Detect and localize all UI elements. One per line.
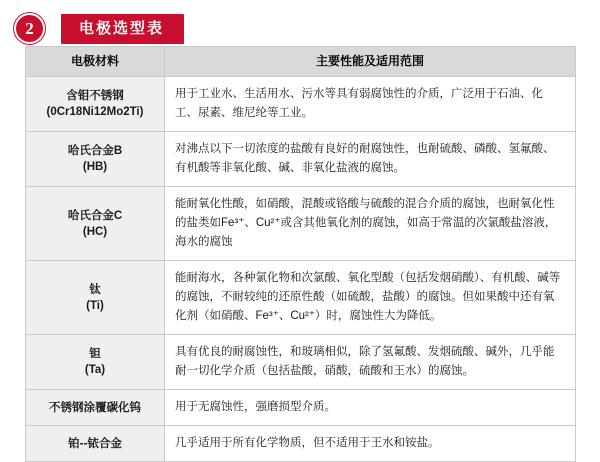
column-header-description: 主要性能及适用范围 xyxy=(165,47,576,77)
table-body xyxy=(26,77,576,462)
material-line: 哈氏合金C xyxy=(67,209,123,222)
material-line: 钛 xyxy=(89,283,101,296)
cell-material xyxy=(26,390,165,426)
material-line: (HC) xyxy=(82,225,108,238)
material-line: 钽 xyxy=(89,348,101,360)
cell-description: 几乎适用于所有化学物质，但不适用于王水和铵盐。 xyxy=(165,426,576,462)
material-line: (HB) xyxy=(82,161,108,173)
material-line: 哈氏合金B xyxy=(67,145,123,157)
material-line: (Ta) xyxy=(84,364,106,376)
cell-material xyxy=(26,77,165,132)
cell-description: 能耐氧化性酸，如硝酸，混酸或铬酸与硫酸的混合介质的腐蚀，也耐氧化性的盐类如Fe³⁺、Cu²⁺或含其他氧化剂的腐蚀，如高于常温的次氯酸盐溶液，海水的腐蚀 xyxy=(165,187,576,261)
material-line: 不锈钢涂覆碳化钨 xyxy=(49,401,141,414)
page-title: 电极选型表 xyxy=(61,14,184,44)
table-row xyxy=(26,335,576,390)
table-row xyxy=(26,261,576,335)
cell-description: 具有优良的耐腐蚀性，和玻璃相似，除了氢氟酸、发烟硫酸、碱外，几乎能耐一切化学介质（包括盐酸，硝酸，硫酸和王水）的腐蚀。 xyxy=(165,335,576,390)
cell-description: 用于无腐蚀性，强磨损型介质。 xyxy=(165,390,576,426)
table-row xyxy=(26,187,576,261)
material-line: 铂--铱合金 xyxy=(68,437,122,450)
page-header xyxy=(0,0,600,46)
cell-material xyxy=(26,132,165,187)
table-row xyxy=(26,390,576,426)
table-row xyxy=(26,132,576,187)
cell-material xyxy=(26,335,165,390)
cell-description: 对沸点以下一切浓度的盐酸有良好的耐腐蚀性，也耐硫酸、磷酸、氢氟酸、有机酸等非氧化酸、碱、非氧化盐液的腐蚀。 xyxy=(165,132,576,187)
cell-material xyxy=(26,187,165,261)
table-row xyxy=(26,77,576,132)
cell-material xyxy=(26,261,165,335)
table-header-row xyxy=(26,47,576,77)
section-number-badge: 2 xyxy=(14,13,45,44)
electrode-table-container xyxy=(0,46,600,462)
material-line: (0Cr18Ni12Mo2Ti) xyxy=(46,106,144,118)
material-line: 含钼不锈钢 xyxy=(66,90,124,102)
cell-description: 用于工业水、生活用水、污水等具有弱腐蚀性的介质，广泛用于石油、化工、尿素、维尼纶等工业。 xyxy=(165,77,576,132)
column-header-material: 电极材料 xyxy=(26,47,165,77)
cell-description: 能耐海水，各种氯化物和次氯酸、氧化型酸（包括发烟硝酸）、有机酸、碱等的腐蚀，不耐较纯的还原性酸（如硫酸，盐酸）的腐蚀。但如果酸中还有氧化剂（如硝酸、Fe³⁺、Cu²⁺）时，腐蚀性大为降低。 xyxy=(165,261,576,335)
material-line: (Ti) xyxy=(86,299,104,312)
electrode-selection-table xyxy=(25,46,576,462)
